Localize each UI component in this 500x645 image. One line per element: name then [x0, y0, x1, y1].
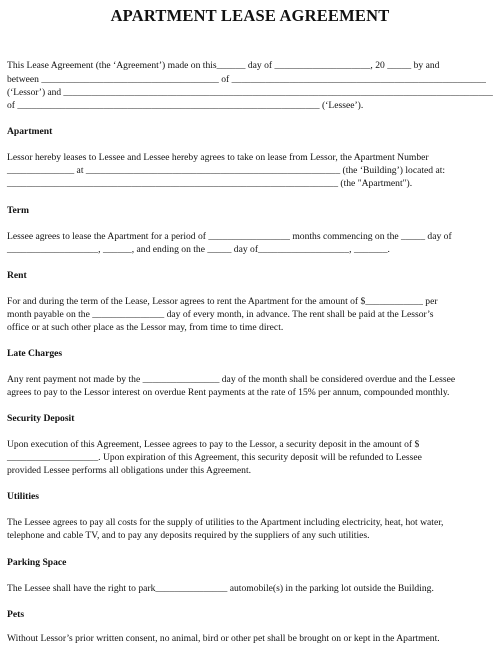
intro-line-3: (‘Lessor’) and ___________________________________________________________________________________________ — [7, 87, 493, 98]
intro-line-1: This Lease Agreement (the ‘Agreement’) made on this______ day of ____________________, 20 _____ by and — [7, 60, 440, 71]
section-heading-term: Term — [7, 205, 30, 216]
pets-line-1: Without Lessor’s prior written consent, no animal, bird or other pet shall be brought on or kept in the Apartment. — [7, 633, 440, 644]
document-title: APARTMENT LEASE AGREEMENT — [110, 6, 390, 25]
section-heading-parking-space: Parking Space — [7, 557, 67, 568]
security-deposit-line-1: Upon execution of this Agreement, Lessee agrees to pay to the Lessor, a security deposit in the amount of $ — [7, 439, 420, 450]
intro-line-2: between _____________________________________ of _____________________________________________________ — [7, 74, 486, 85]
utilities-line-2: telephone and cable TV, and to pay any deposits required by the suppliers of any such utilities. — [7, 530, 370, 541]
section-heading-rent: Rent — [7, 270, 27, 281]
apartment-line-1: Lessor hereby leases to Lessee and Lessee hereby agrees to take on lease from Lessor, the Apartment Number — [7, 152, 429, 163]
term-line-1: Lessee agrees to lease the Apartment for a period of _________________ months commencing on the _____ day of — [7, 231, 452, 242]
section-heading-late-charges: Late Charges — [7, 348, 63, 359]
late-charges-line-2: agrees to pay to the Lessor interest on overdue Rent payments at the rate of 15% per annum, compounded monthly. — [7, 387, 450, 398]
utilities-line-1: The Lessee agrees to pay all costs for the supply of utilities to the Apartment including electricity, heat, hot water, — [7, 517, 444, 528]
intro-line-4: of _______________________________________________________________ (‘Lessee’). — [7, 100, 364, 111]
section-heading-security-deposit: Security Deposit — [7, 413, 75, 424]
parking-space-line-1: The Lessee shall have the right to park_______________ automobile(s) in the parking lot outside the Building. — [7, 583, 434, 594]
security-deposit-line-2: ___________________. Upon expiration of this Agreement, this security deposit will be refunded to Lessee — [7, 452, 422, 463]
term-line-2: ___________________, ______, and ending on the _____ day of___________________, _______. — [7, 244, 390, 255]
section-heading-utilities: Utilities — [7, 491, 39, 502]
rent-line-2: month payable on the _______________ day of every month, in advance. The rent shall be paid at the Lessor’s — [7, 309, 434, 320]
section-heading-pets: Pets — [7, 609, 25, 620]
apartment-line-3: _____________________________________________________________________ (the "Apartment"). — [7, 178, 413, 189]
rent-line-1: For and during the term of the Lease, Lessor agrees to rent the Apartment for the amount of $____________ per — [7, 296, 438, 307]
section-heading-apartment: Apartment — [7, 126, 53, 137]
late-charges-line-1: Any rent payment not made by the ________________ day of the month shall be considered overdue and the Lessee — [7, 374, 456, 385]
apartment-line-2: ______________ at _____________________________________________________ (the ‘Building’) located at: — [7, 165, 446, 176]
security-deposit-line-3: provided Lessee performs all obligations under this Agreement. — [7, 465, 252, 476]
rent-line-3: office or at such other place as the Lessor may, from time to time direct. — [7, 322, 284, 333]
